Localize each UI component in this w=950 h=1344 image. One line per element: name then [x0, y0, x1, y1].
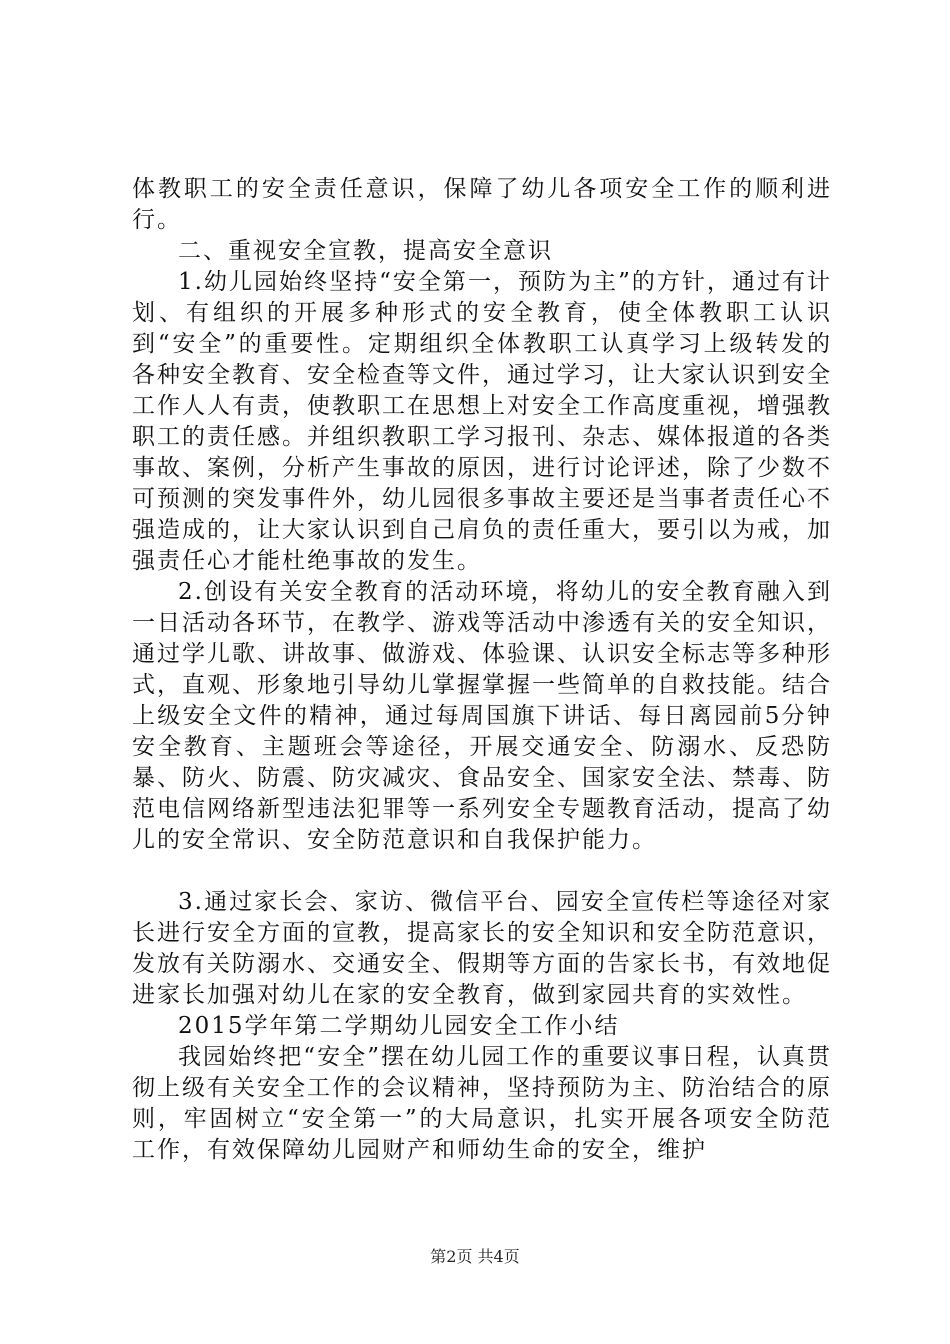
paragraph-summary-intro: 我园始终把“安全”摆在幼儿园工作的重要议事日程，认真贯彻上级有关安全工作的会议精神，坚持预防为主、防治结合的原则，牢固树立“安全第一”的大局意识，扎实开展各项安全防范工作，有效保障幼儿园财产和师幼生命的安全，维护	[132, 1044, 832, 1163]
paragraph-item-3: 3.通过家长会、家访、微信平台、园安全宣传栏等途径对家长进行安全方面的宣教，提高家长的安全知识和安全防范意识，发放有关防溺水、交通安全、假期等方面的告家长书，有效地促进家长加强对幼儿在家的安全教育，做到家园共育的实效性。	[132, 889, 832, 1008]
page-number-footer: 第2页 共4页	[430, 1247, 520, 1266]
section-heading-publicity: 二、重视安全宣教，提高安全意识	[178, 238, 553, 264]
paragraph-continuation: 体教职工的安全责任意识，保障了幼儿各项安全工作的顺利进行。	[132, 176, 832, 233]
document-body	[132, 174, 832, 1166]
paragraph-item-2: 2.创设有关安全教育的活动环境，将幼儿的安全教育融入到一日活动各环节，在教学、游戏等活动中渗透有关的安全知识，通过学儿歌、讲故事、做游戏、体验课、认识安全标志等多种形式，直观、形象地引导幼儿掌握掌握一些简单的自救技能。结合上级安全文件的精神，通过每周国旗下讲话、每日离园前5分钟安全教育、主题班会等途径，开展交通安全、防溺水、反恐防暴、防火、防震、防灾减灾、食品安全、国家安全法、禁毒、防范电信网络新型违法犯罪等一系列安全专题教育活动，提高了幼儿的安全常识、安全防范意识和自我保护能力。	[132, 579, 832, 853]
paragraph-item-1: 1.幼儿园始终坚持“安全第一，预防为主”的方针，通过有计划、有组织的开展多种形式的安全教育，使全体教职工认识到“安全”的重要性。定期组织全体教职工认真学习上级转发的各种安全教育、安全检查等文件，通过学习，让大家认识到安全工作人人有责，使教职工在思想上对安全工作高度重视，增强教职工的责任感。并组织教职工学习报刊、杂志、媒体报道的各类事故、案例，分析产生事故的原因，进行讨论评述，除了少数不可预测的突发事件外，幼儿园很多事故主要还是当事者责任心不强造成的，让大家认识到自己肩负的责任重大，要引以为戒，加强责任心才能杜绝事故的发生。	[132, 269, 832, 574]
document-subtitle: 2015学年第二学期幼儿园安全工作小结	[178, 1013, 620, 1039]
